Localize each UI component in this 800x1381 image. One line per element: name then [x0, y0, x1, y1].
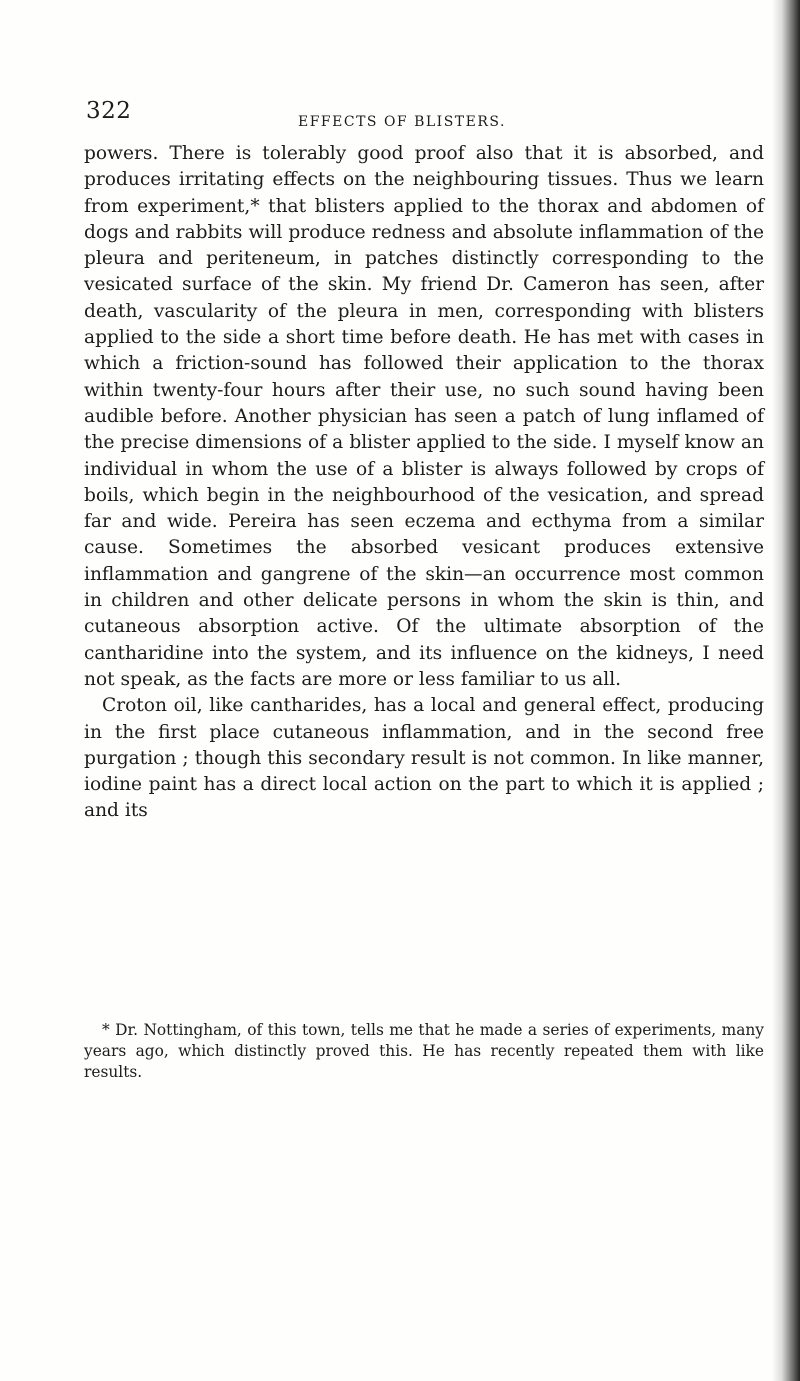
paragraph-1: powers. There is tolerably good proof also that it is absorbed, and produces irritating effects on the neighbouring tissues. Thus we learn from experiment,* that blisters applied to the thorax and abdomen of dogs and rabbits will produce redness and absolute inflammation of the pleura and periteneum, in patches distinctly corresponding to the vesicated surface of the skin. My friend Dr. Cameron has seen, after death, vascularity of the pleura in men, corresponding with blisters applied to the side a short time before death. He has met with cases in which a friction-sound has followed their application to the thorax within twenty-four hours after their use, no such sound having been audible before. Another physician has seen a patch of lung inflamed of the precise dimensions of a blister applied to the side. I myself know an individual in whom the use of a blister is always followed by crops of boils, which begin in the neighbourhood of the vesication, and spread far and wide. Pereira has seen eczema and ecthyma from a similar cause. Sometimes the absorbed vesicant produces extensive inflammation and gangrene of the skin—an occurrence most common in children and other delicate persons in whom the skin is thin, and cutaneous absorption active. Of the ultimate absorption of the cantharidine into the system, and its influence on the kidneys, I need not speak, as the facts are more or less familiar to us all. [84, 143, 764, 690]
paragraph-2: Croton oil, like cantharides, has a local and general effect, producing in the first place cutaneous inflammation, and in the second free purgation ; though this secondary result is not common. In like manner, iodine paint has a direct local action on the part to which it is applied ; and its [84, 695, 764, 822]
footnote [84, 1020, 764, 1083]
running-head: EFFECTS OF BLISTERS. [298, 114, 506, 130]
body-text [84, 141, 764, 825]
page-number: 322 [86, 98, 132, 124]
page-binding-edge [772, 0, 800, 1381]
footnote-text: * Dr. Nottingham, of this town, tells me that he made a series of experiments, many years ago, which distinctly proved this. He has recently repeated them with like results. [84, 1021, 764, 1081]
page-header [86, 98, 758, 134]
